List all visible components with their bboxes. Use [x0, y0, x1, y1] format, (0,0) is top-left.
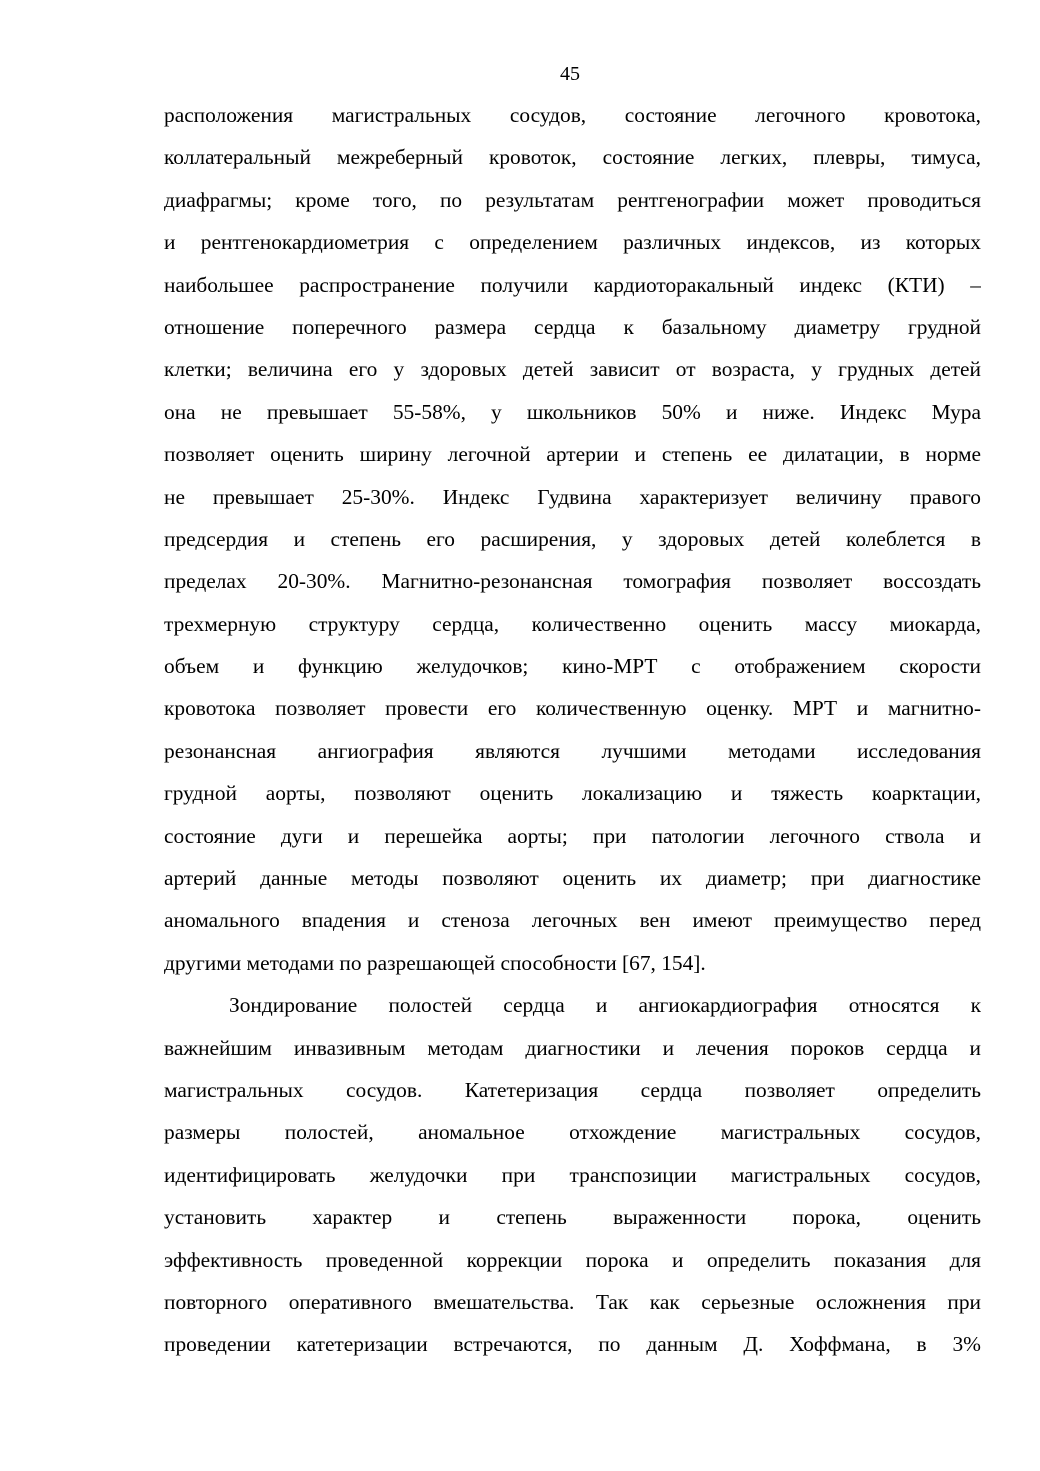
text-line: и рентгенокардиометрия с определением различных индексов, из которых: [164, 230, 981, 255]
text-line: состояние дуги и перешейка аорты; при патологии легочного ствола и: [164, 823, 981, 848]
text-line: позволяет оценить ширину легочной артерии и степень ее дилатации, в норме: [164, 442, 981, 467]
text-line: резонансная ангиография являются лучшими методами исследования: [164, 738, 981, 763]
text-line: кровотока позволяет провести его количественную оценку. МРТ и магнитно-: [164, 696, 981, 721]
text-line: диафрагмы; кроме того, по результатам рентгенографии может проводиться: [164, 187, 981, 212]
text-line: отношение поперечного размера сердца к базальному диаметру грудной: [164, 314, 981, 339]
text-line: установить характер и степень выраженности порока, оценить: [164, 1205, 981, 1230]
text-line: не превышает 25-30%. Индекс Гудвина характеризует величину правого: [164, 484, 981, 509]
text-line: Зондирование полостей сердца и ангиокардиография относятся к: [229, 993, 981, 1018]
text-line: объем и функцию желудочков; кино-МРТ с отображением скорости: [164, 654, 981, 679]
text-line: размеры полостей, аномальное отхождение магистральных сосудов,: [164, 1120, 981, 1145]
text-line: она не превышает 55-58%, у школьников 50% и ниже. Индекс Мура: [164, 399, 981, 424]
paragraph-1: [164, 94, 981, 984]
text-line: артерий данные методы позволяют оценить их диаметр; при диагностике: [164, 866, 981, 891]
text-line: грудной аорты, позволяют оценить локализацию и тяжесть коарктации,: [164, 781, 981, 806]
text-line: клетки; величина его у здоровых детей зависит от возраста, у грудных детей: [164, 357, 981, 382]
text-line: проведении катетеризации встречаются, по данным Д. Хоффмана, в 3%: [164, 1332, 981, 1357]
text-line: важнейшим инвазивным методам диагностики и лечения пороков сердца и: [164, 1035, 981, 1060]
text-line: расположения магистральных сосудов, состояние легочного кровотока,: [164, 103, 981, 127]
text-line: магистральных сосудов. Катетеризация сердца позволяет определить: [164, 1077, 981, 1102]
text-line: трехмерную структуру сердца, количественно оценить массу миокарда,: [164, 611, 981, 636]
text-line: наибольшее распространение получили кардиоторакальный индекс (КТИ) –: [164, 272, 981, 297]
body-text: [164, 94, 981, 1366]
text-line: предсердия и степень его расширения, у здоровых детей колеблется в: [164, 526, 981, 551]
text-line: коллатеральный межреберный кровоток, состояние легких, плевры, тимуса,: [164, 145, 981, 170]
text-line: пределах 20-30%. Магнитно-резонансная томография позволяет воссоздать: [164, 569, 981, 594]
text-line: повторного оперативного вмешательства. Так как серьезные осложнения при: [164, 1289, 981, 1314]
paragraph-2: [164, 984, 981, 1366]
text-line: аномального впадения и стеноза легочных вен имеют преимущество перед: [164, 908, 981, 933]
page-number: 45: [560, 63, 580, 85]
text-line: другими методами по разрешающей способности [67, 154].: [164, 950, 706, 975]
text-line: эффективность проведенной коррекции порока и определить показания для: [164, 1247, 981, 1272]
text-line: идентифицировать желудочки при транспозиции магистральных сосудов,: [164, 1162, 981, 1187]
